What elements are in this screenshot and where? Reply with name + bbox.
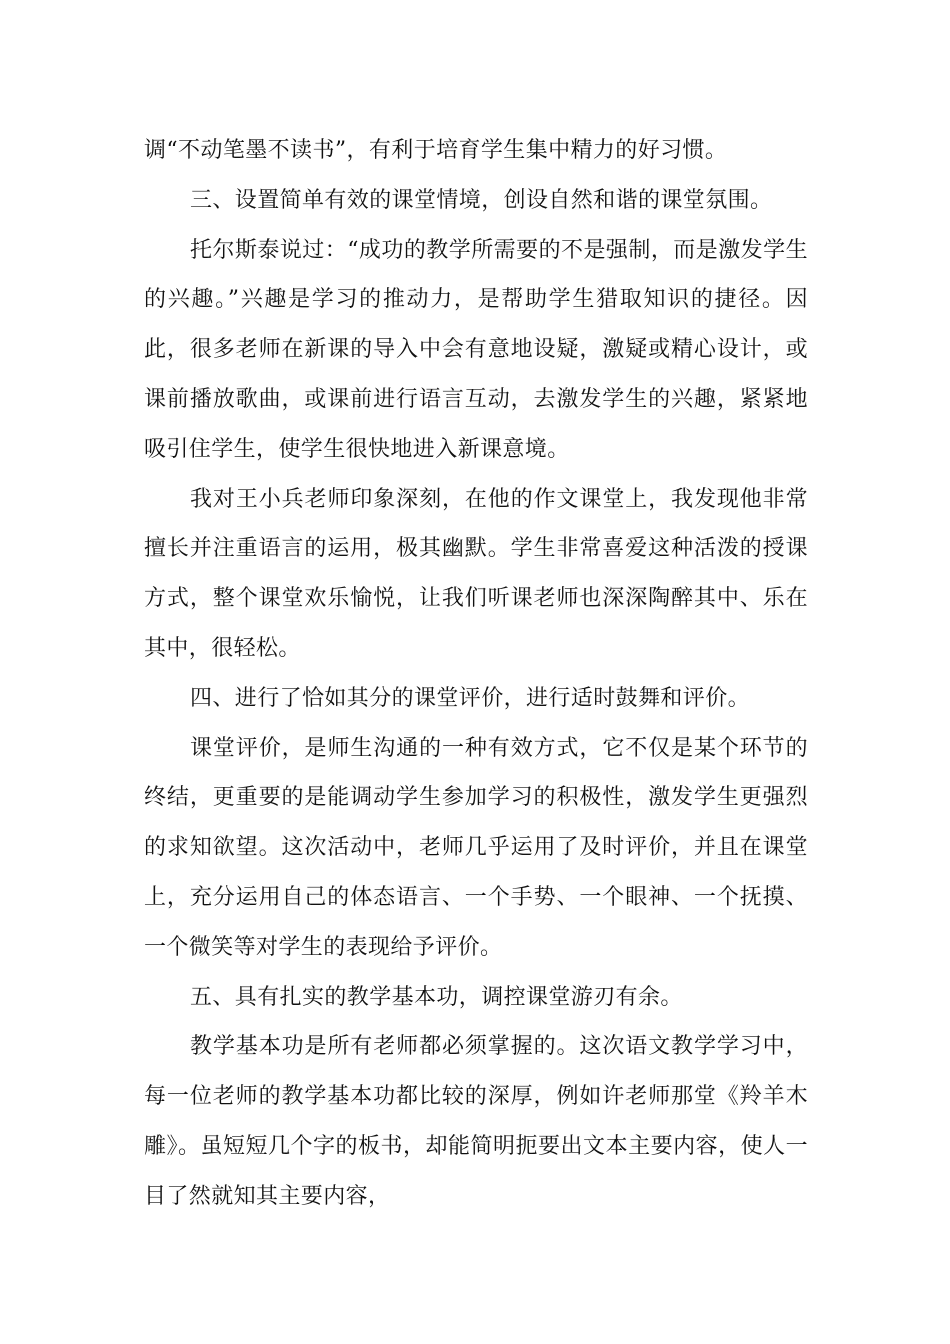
paragraph-classroom-evaluation: 课堂评价，是师生沟通的一种有效方式，它不仅是某个环节的终结，更重要的是能调动学生参加学习的积极性，激发学生更强烈的求知欲望。这次活动中，老师几乎运用了及时评价，并且在课堂上，充分运用自己的体态语言、一个手势、一个眼神、一个抚摸、一个微笑等对学生的表现给予评价。 xyxy=(144,735,808,960)
paragraph-tolstoy-quote: 托尔斯泰说过：“成功的教学所需要的不是强制，而是激发学生的兴趣。”兴趣是学习的推动力，是帮助学生猎取知识的捷径。因此，很多老师在新课的导入中会有意地设疑，激疑或精心设计，或课前播放歌曲，或课前进行语言互动，去激发学生的兴趣，紧紧地吸引住学生，使学生很快地进入新课意境。 xyxy=(144,237,808,462)
section-heading-5: 五、具有扎实的教学基本功，调控课堂游刃有余。 xyxy=(190,984,683,1010)
paragraph-teaching-skills: 教学基本功是所有老师都必须掌握的。这次语文教学学习中，每一位老师的教学基本功都比较的深厚，例如许老师那堂《羚羊木雕》。虽短短几个字的板书，却能简明扼要出文本主要内容，使人一目了然就知其主要内容， xyxy=(144,1034,808,1209)
paragraph-continuation: 调“不动笔墨不读书”，有利于培育学生集中精力的好习惯。 xyxy=(144,138,728,163)
section-heading-4: 四、进行了恰如其分的课堂评价，进行适时鼓舞和评价。 xyxy=(190,685,751,711)
document-body xyxy=(144,126,808,1222)
paragraph-wang-xiaobing: 我对王小兵老师印象深刻，在他的作文课堂上，我发现他非常擅长并注重语言的运用，极其幽默。学生非常喜爱这种活泼的授课方式，整个课堂欢乐愉悦，让我们听课老师也深深陶醉其中、乐在其中，很轻松。 xyxy=(144,486,808,661)
section-heading-3: 三、设置简单有效的课堂情境，创设自然和谐的课堂氛围。 xyxy=(190,187,773,213)
